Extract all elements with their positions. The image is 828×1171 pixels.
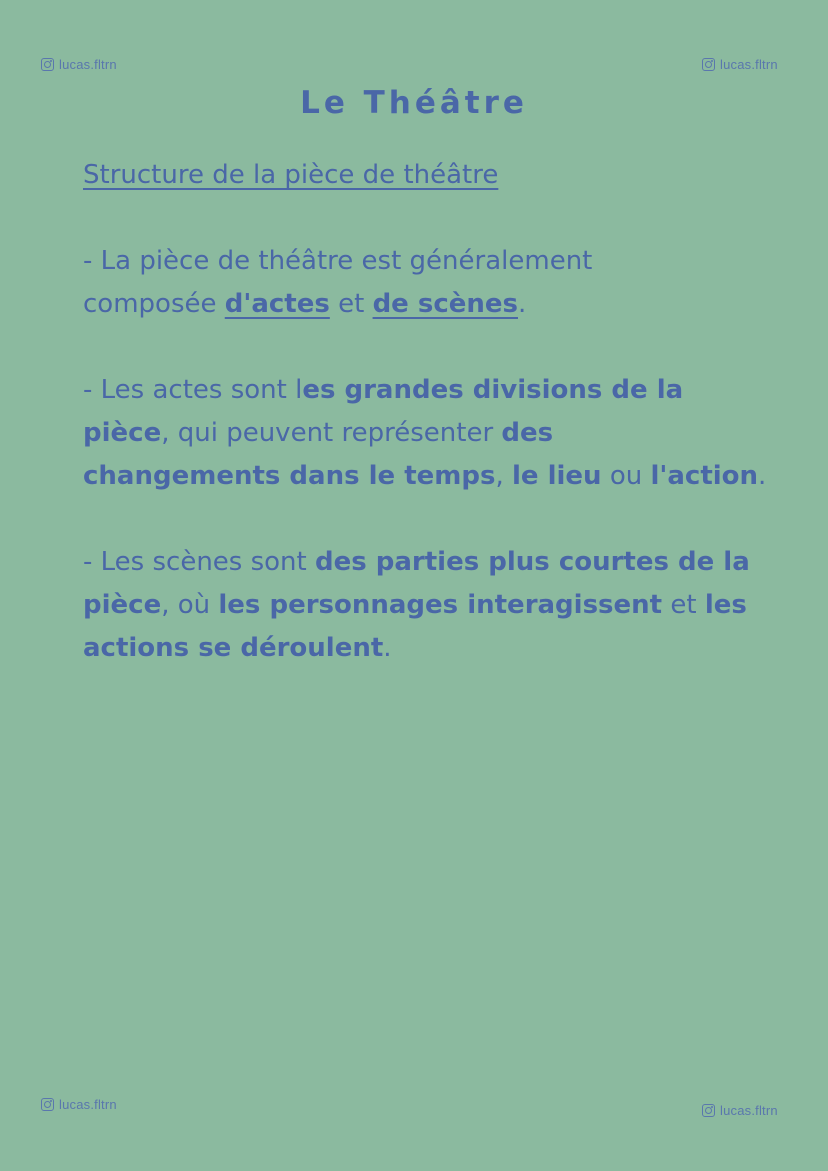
text: composée [83, 289, 225, 319]
text: . [383, 633, 392, 663]
bold-text: actions se déroulent [83, 633, 384, 663]
bold-text: les personnages interagissent [218, 590, 663, 620]
text: , qui peuvent représenter [161, 418, 502, 448]
keyword-scenes: de scènes [372, 289, 518, 319]
text: ou [601, 461, 651, 491]
watermark-handle: lucas.fltrn [59, 1097, 117, 1112]
bold-text: les [704, 590, 747, 620]
bold-text: es grandes divisions de la [302, 375, 684, 405]
bold-text: pièce [83, 590, 162, 620]
paragraph-1 [83, 240, 783, 326]
instagram-icon [41, 1098, 54, 1111]
text: et [329, 289, 373, 319]
watermark-top-left [41, 57, 117, 72]
bold-text: changements dans le temps [83, 461, 496, 491]
bold-text: des parties plus courtes de la [315, 547, 750, 577]
bold-text: pièce [83, 418, 162, 448]
watermark-handle: lucas.fltrn [720, 57, 778, 72]
bold-text: des [501, 418, 554, 448]
watermark-bottom-left [41, 1097, 117, 1112]
text: - Les scènes sont [83, 547, 315, 577]
text: et [662, 590, 705, 620]
instagram-icon [702, 58, 715, 71]
text: , où [161, 590, 219, 620]
watermark-handle: lucas.fltrn [59, 57, 117, 72]
bold-text: le lieu [511, 461, 602, 491]
text: . [518, 289, 527, 319]
instagram-icon [41, 58, 54, 71]
watermark-bottom-right [702, 1103, 778, 1118]
text: - Les actes sont l [83, 375, 303, 405]
text: - La pièce de théâtre est généralement [83, 246, 593, 276]
page-title: Le Théâtre [300, 85, 528, 121]
bold-text: l'action [650, 461, 759, 491]
text: . [758, 461, 767, 491]
paragraph-2 [83, 369, 783, 498]
instagram-icon [702, 1104, 715, 1117]
watermark-handle: lucas.fltrn [720, 1103, 778, 1118]
paragraph-3 [83, 541, 783, 670]
keyword-actes: d'actes [224, 289, 330, 319]
watermark-top-right [702, 57, 778, 72]
text: , [495, 461, 512, 491]
section-subtitle: Structure de la pièce de théâtre [83, 160, 499, 190]
main-content [83, 154, 783, 670]
